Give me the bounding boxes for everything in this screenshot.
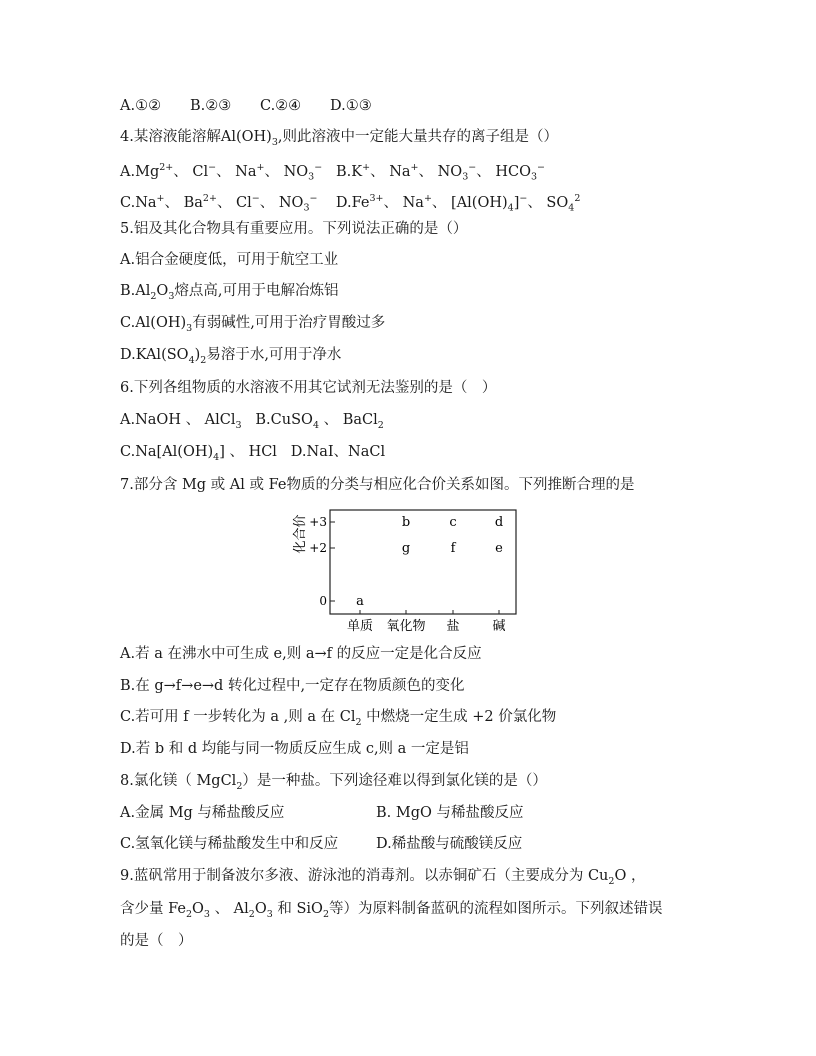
q9-line-1: 9.蓝矾常用于制备波尔多液、游泳池的消毒剂。以赤铜矿石（主要成分为 $Cu_2O$ ， — [120, 868, 646, 887]
q9-line-2: 含少量 $Fe_2O_3$ 、 $Al_2O_3$ 和 SiO$_2$等）为原料制备蓝矾的流程如图所示。下列叙述错误 — [120, 901, 663, 920]
point-label-c: c — [449, 515, 457, 530]
point-label-d: d — [494, 515, 504, 530]
x-tick-label: 碱 — [492, 619, 506, 634]
q4-options-cd: C.Na+、 $Ba^{2+}$、 Cl−、 $NO_3^-$ $D.Fe^{3+}$、 Na+、 $[Al(OH)_4]^-$、 $SO_4^2$ — [120, 193, 581, 214]
q4-options-ab: $A.Mg^{2+}$、 Cl−、 Na+、 $NO_3^-$ B.K+、 Na+、 $NO_3^-$、 $HCO_3^-$ — [120, 162, 545, 183]
x-tick-label: 盐 — [446, 619, 460, 634]
point-label-e: e — [495, 541, 503, 556]
q3-option-a: A.①② — [120, 98, 162, 114]
x-tick-label: 单质 — [346, 619, 374, 634]
q8-option-c: C.氢氧化镁与稀盐酸发生中和反应 — [120, 836, 339, 852]
q7-stem: 7.部分含 Mg 或 Al 或 Fe物质的分类与相应化合价关系如图。下列推断合理的是 — [120, 477, 635, 493]
q8-option-b: B. MgO 与稀盐酸反应 — [376, 805, 524, 821]
point-label-b: b — [401, 515, 411, 530]
valence-chart — [290, 506, 530, 634]
y-tick-label: +2 — [309, 541, 327, 555]
q3-option-b: B.②③ — [190, 98, 232, 114]
q6-options-cd: $C.Na[Al(OH)_4]$ 、 HCl D.NaI、NaCl — [120, 444, 386, 463]
q5-option-d: $D.KAl(SO_4)_2$易溶于水,可用于净水 — [120, 347, 342, 366]
q8-options-ab — [120, 803, 524, 823]
q6-options-ab: A.NaOH 、 AlCl$_3$ B.CuSO$_4$ 、 BaCl$_2$ — [120, 412, 384, 431]
valence-chart-svg — [290, 506, 530, 634]
q5-stem: 5.铝及其化合物具有重要应用。下列说法正确的是（） — [120, 221, 468, 237]
q7-option-d: D.若 b 和 d 均能与同一物质反应生成 c,则 a 一定是铝 — [120, 741, 469, 757]
q7-option-b: B.在 g→f→e→d 转化过程中,一定存在物质颜色的变化 — [120, 678, 465, 694]
q5-option-c: $C.Al(OH)_3$有弱碱性,可用于治疗胃酸过多 — [120, 315, 386, 334]
x-tick-label: 氧化物 — [386, 619, 426, 634]
y-tick-label: 0 — [319, 594, 327, 608]
q3-options — [120, 96, 372, 116]
q8-stem: 8.氯化镁（ MgCl$_2$）是一种盐。下列途径难以得到氯化镁的是（） — [120, 773, 547, 792]
point-label-g: g — [401, 541, 411, 556]
q5-option-a: A.铝合金硬度低，可用于航空工业 — [120, 252, 339, 268]
q4-stem: 4.某溶液能溶解$Al(OH)_3$,则此溶液中一定能大量共存的离子组是（） — [120, 129, 558, 148]
q8-option-a: A.金属 Mg 与稀盐酸反应 — [120, 805, 285, 821]
q3-option-d: D.①③ — [330, 98, 372, 114]
q9-line-3: 的是（ ） — [120, 933, 193, 949]
q7-option-c: C.若可用 f 一步转化为 a ,则 a 在 $Cl_2$ 中燃烧一定生成 +2 价氯化物 — [120, 709, 557, 728]
q6-stem: 6.下列各组物质的水溶液不用其它试剂无法鉴别的是（ ） — [120, 380, 497, 396]
point-label-a: a — [356, 594, 364, 609]
y-axis-label: 化合价 — [293, 514, 308, 554]
q8-option-d: D.稀盐酸与硫酸镁反应 — [376, 836, 523, 852]
point-label-f: f — [450, 541, 456, 556]
q7-option-a: A.若 a 在沸水中可生成 e,则 a→f 的反应一定是化合反应 — [120, 646, 482, 662]
q5-option-b: $B.Al_2O_3$熔点高,可用于电解冶炼铝 — [120, 283, 339, 302]
y-tick-label: +3 — [309, 515, 327, 529]
q8-options-cd — [120, 834, 522, 854]
q3-option-c: C.②④ — [260, 98, 302, 114]
